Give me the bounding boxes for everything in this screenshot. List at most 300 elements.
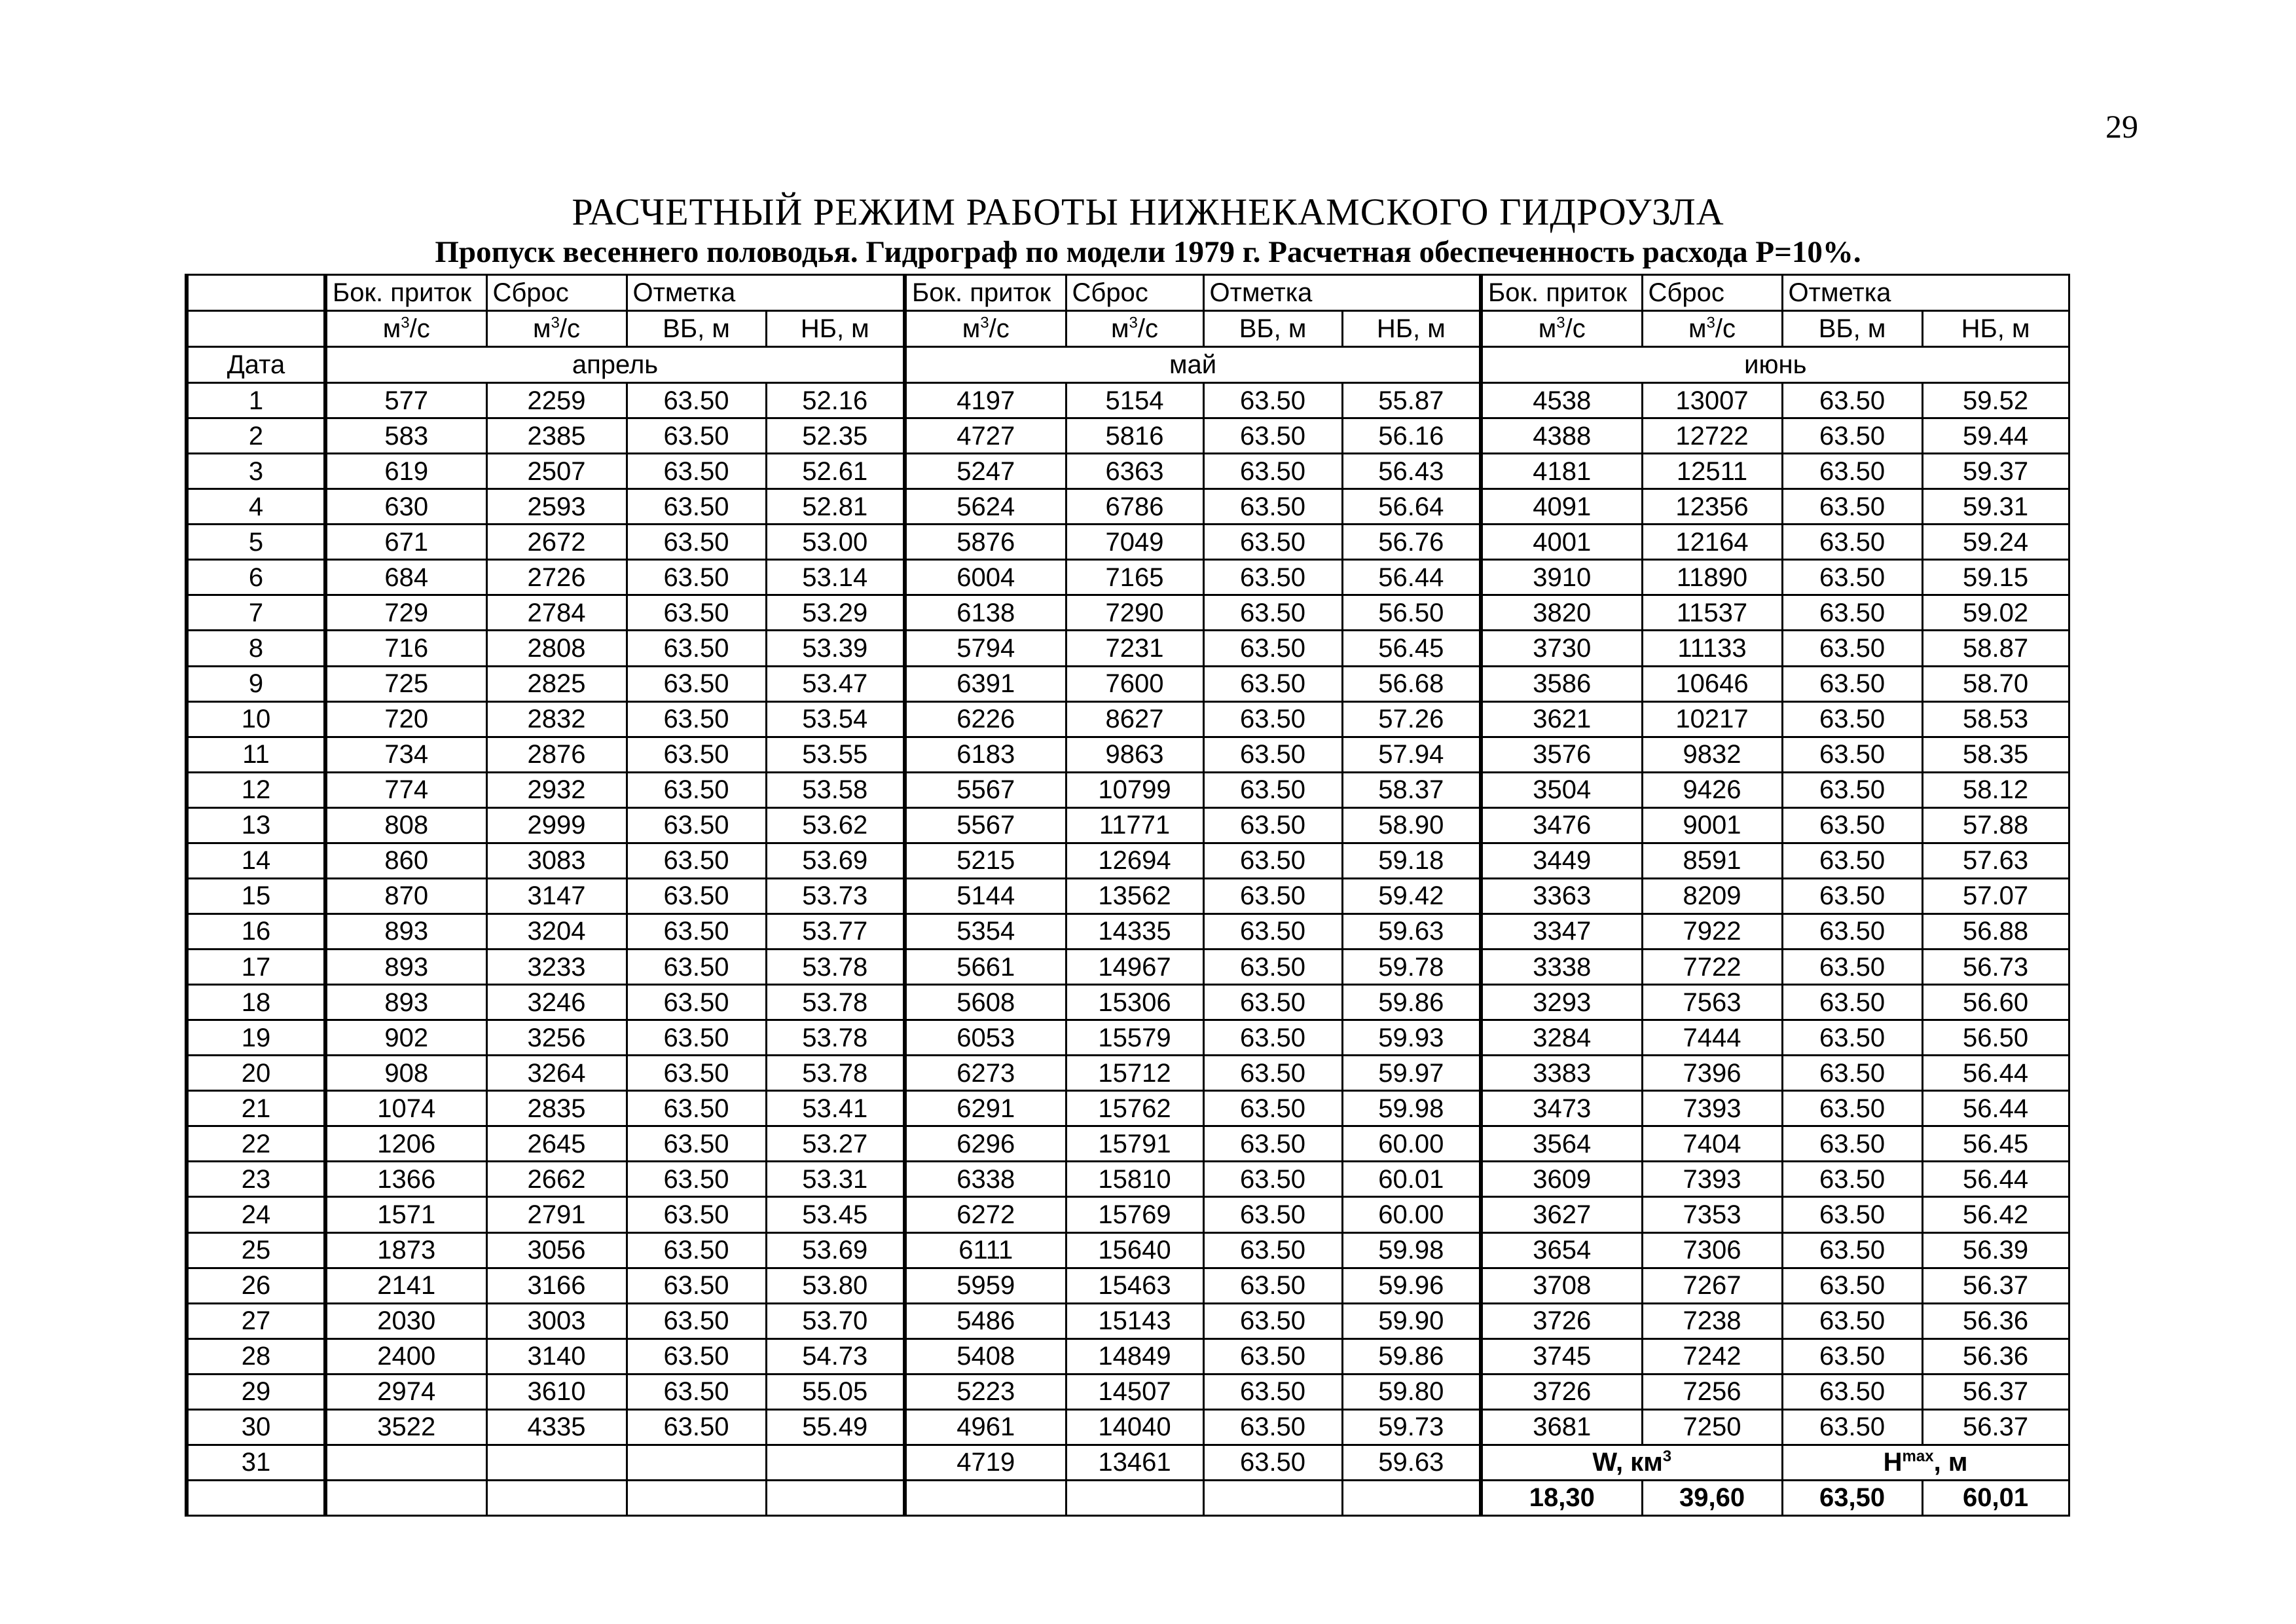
table-row <box>187 595 2069 631</box>
value-cell: 7242 <box>1642 1338 1782 1374</box>
value-cell: 4719 <box>905 1445 1066 1480</box>
value-cell: 4001 <box>1481 525 1642 560</box>
table-row <box>187 772 2069 807</box>
value-cell: 63.50 <box>627 913 766 949</box>
value-cell: 684 <box>325 560 486 595</box>
header-discharge-april: Сброс <box>486 275 627 311</box>
value-cell: 7290 <box>1066 595 1203 631</box>
value-cell: 6053 <box>905 1020 1066 1056</box>
value-cell: 9426 <box>1642 772 1782 807</box>
date-cell: 16 <box>187 913 325 949</box>
value-cell: 63.50 <box>1782 1303 1922 1338</box>
value-cell: 56.60 <box>1922 985 2069 1020</box>
value-cell: 577 <box>325 383 486 418</box>
value-cell: 63.50 <box>627 1126 766 1162</box>
value-cell: 2932 <box>486 772 627 807</box>
value-cell: 53.78 <box>766 985 905 1020</box>
value-cell: 53.73 <box>766 878 905 913</box>
value-cell: 7353 <box>1642 1197 1782 1232</box>
date-cell: 19 <box>187 1020 325 1056</box>
value-cell: 63.50 <box>627 489 766 525</box>
value-cell: 58.70 <box>1922 666 2069 701</box>
value-cell: 59.93 <box>1342 1020 1481 1056</box>
value-cell: 671 <box>325 525 486 560</box>
value-cell: 63.50 <box>1782 1268 1922 1303</box>
value-cell: 2645 <box>486 1126 627 1162</box>
value-cell: 2791 <box>486 1197 627 1232</box>
unit-upstream-cell: ВБ, м <box>1203 311 1342 347</box>
value-cell: 4335 <box>486 1409 627 1445</box>
value-cell: 860 <box>325 843 486 878</box>
table-row <box>187 383 2069 418</box>
value-cell: 59.96 <box>1342 1268 1481 1303</box>
value-cell: 56.37 <box>1922 1268 2069 1303</box>
value-cell: 3586 <box>1481 666 1642 701</box>
value-cell: 6183 <box>905 737 1066 772</box>
value-cell: 56.64 <box>1342 489 1481 525</box>
value-cell: 56.73 <box>1922 950 2069 985</box>
value-cell: 58.87 <box>1922 631 2069 666</box>
value-cell: 3473 <box>1481 1091 1642 1126</box>
value-cell: 720 <box>325 701 486 737</box>
date-cell: 24 <box>187 1197 325 1232</box>
empty-cell <box>486 1480 627 1515</box>
value-cell: 56.76 <box>1342 525 1481 560</box>
value-cell: 63.50 <box>1782 807 1922 843</box>
value-cell: 63.50 <box>1203 1126 1342 1162</box>
table-row <box>187 1197 2069 1232</box>
value-cell: 63.50 <box>1203 772 1342 807</box>
value-cell: 53.58 <box>766 772 905 807</box>
value-cell: 1206 <box>325 1126 486 1162</box>
value-cell: 63.50 <box>1782 737 1922 772</box>
value-cell: 53.80 <box>766 1268 905 1303</box>
value-cell: 57.07 <box>1922 878 2069 913</box>
value-cell: 59.31 <box>1922 489 2069 525</box>
value-cell: 15712 <box>1066 1056 1203 1091</box>
value-cell: 3166 <box>486 1268 627 1303</box>
value-cell: 63.50 <box>627 560 766 595</box>
table-row <box>187 525 2069 560</box>
value-cell: 63.50 <box>627 1409 766 1445</box>
value-cell: 56.50 <box>1922 1020 2069 1056</box>
empty-cell <box>187 1480 325 1515</box>
value-cell: 7267 <box>1642 1268 1782 1303</box>
value-cell: 902 <box>325 1020 486 1056</box>
date-cell: 5 <box>187 525 325 560</box>
value-cell: 63.50 <box>1782 1126 1922 1162</box>
value-cell: 893 <box>325 985 486 1020</box>
empty-cell <box>766 1445 905 1480</box>
value-cell: 3730 <box>1481 631 1642 666</box>
value-cell: 7563 <box>1642 985 1782 1020</box>
value-cell: 6004 <box>905 560 1066 595</box>
table-row-totals <box>187 1480 2069 1515</box>
value-cell: 57.26 <box>1342 701 1481 737</box>
value-cell: 59.98 <box>1342 1091 1481 1126</box>
value-cell: 6273 <box>905 1056 1066 1091</box>
value-cell: 729 <box>325 595 486 631</box>
date-cell: 10 <box>187 701 325 737</box>
value-cell: 12356 <box>1642 489 1782 525</box>
value-cell: 12164 <box>1642 525 1782 560</box>
value-cell: 11890 <box>1642 560 1782 595</box>
value-cell: 53.78 <box>766 1020 905 1056</box>
value-cell: 8209 <box>1642 878 1782 913</box>
value-cell: 52.61 <box>766 454 905 489</box>
value-cell: 6226 <box>905 701 1066 737</box>
value-cell: 55.87 <box>1342 383 1481 418</box>
value-cell: 53.45 <box>766 1197 905 1232</box>
value-cell: 56.36 <box>1922 1338 2069 1374</box>
value-cell: 63.50 <box>1782 1162 1922 1197</box>
max-level-label: $H^{max}$, м <box>1782 1445 2069 1480</box>
month-june: июнь <box>1481 347 2069 383</box>
value-cell: 3204 <box>486 913 627 949</box>
value-cell: 63.50 <box>1203 489 1342 525</box>
header-row-names <box>187 275 2069 311</box>
value-cell: 13562 <box>1066 878 1203 913</box>
value-cell: 3708 <box>1481 1268 1642 1303</box>
value-cell: 63.50 <box>1782 1232 1922 1268</box>
volume-label: W, $км^3$ <box>1481 1445 1782 1480</box>
table-row <box>187 1020 2069 1056</box>
date-cell: 25 <box>187 1232 325 1268</box>
value-cell: 63.50 <box>627 1020 766 1056</box>
date-cell: 22 <box>187 1126 325 1162</box>
value-cell: 59.63 <box>1342 913 1481 949</box>
value-cell: 3476 <box>1481 807 1642 843</box>
value-cell: 63.50 <box>1203 950 1342 985</box>
value-cell: 5215 <box>905 843 1066 878</box>
value-cell: 3745 <box>1481 1338 1642 1374</box>
value-cell: 53.29 <box>766 595 905 631</box>
date-cell: 11 <box>187 737 325 772</box>
value-cell: 63.50 <box>1782 1409 1922 1445</box>
value-cell: 63.50 <box>1782 560 1922 595</box>
value-cell: 63.50 <box>1203 913 1342 949</box>
value-cell: 5567 <box>905 807 1066 843</box>
value-cell: 11537 <box>1642 595 1782 631</box>
value-cell: 63.50 <box>1203 631 1342 666</box>
value-cell: 63.50 <box>627 737 766 772</box>
value-cell: 5794 <box>905 631 1066 666</box>
value-cell: 5144 <box>905 878 1066 913</box>
value-cell: 59.24 <box>1922 525 2069 560</box>
value-cell: 53.78 <box>766 1056 905 1091</box>
value-cell: 734 <box>325 737 486 772</box>
value-cell: 7256 <box>1642 1374 1782 1409</box>
value-cell: 3083 <box>486 843 627 878</box>
value-cell: 53.77 <box>766 913 905 949</box>
value-cell: 3504 <box>1481 772 1642 807</box>
date-cell: 17 <box>187 950 325 985</box>
value-cell: 3003 <box>486 1303 627 1338</box>
unit-downstream-cell: НБ, м <box>1922 311 2069 347</box>
value-cell: 56.36 <box>1922 1303 2069 1338</box>
value-cell: 5354 <box>905 913 1066 949</box>
table-row <box>187 666 2069 701</box>
date-cell: 31 <box>187 1445 325 1480</box>
value-cell: 4727 <box>905 418 1066 454</box>
value-cell: 63.50 <box>1782 1020 1922 1056</box>
table-row <box>187 1126 2069 1162</box>
document-subtitle: Пропуск весеннего половодья. Гидрограф по модели 1979 г. Расчетная обеспеченность расхода P=10%. <box>435 235 1861 269</box>
table-row <box>187 1303 2069 1338</box>
value-cell: 3576 <box>1481 737 1642 772</box>
value-cell: 63.50 <box>1782 1374 1922 1409</box>
value-cell: 53.55 <box>766 737 905 772</box>
header-level-april: Отметка <box>627 275 905 311</box>
value-cell: 63.50 <box>1203 878 1342 913</box>
value-cell: 53.47 <box>766 666 905 701</box>
value-cell: 63.50 <box>1782 1091 1922 1126</box>
value-cell: 2808 <box>486 631 627 666</box>
value-cell: 12511 <box>1642 454 1782 489</box>
value-cell: 8627 <box>1066 701 1203 737</box>
value-cell: 7396 <box>1642 1056 1782 1091</box>
value-cell: 63.50 <box>1203 1197 1342 1232</box>
date-cell: 1 <box>187 383 325 418</box>
value-cell: 3621 <box>1481 701 1642 737</box>
value-cell: 63.50 <box>627 1162 766 1197</box>
value-cell: 7238 <box>1642 1303 1782 1338</box>
regime-table <box>185 274 2070 1517</box>
value-cell: 63.50 <box>1782 418 1922 454</box>
date-cell: 4 <box>187 489 325 525</box>
value-cell: 59.86 <box>1342 985 1481 1020</box>
value-cell: 63.50 <box>1782 383 1922 418</box>
value-cell: 15579 <box>1066 1020 1203 1056</box>
empty-cell <box>1066 1480 1203 1515</box>
value-cell: 59.90 <box>1342 1303 1481 1338</box>
value-cell: 57.63 <box>1922 843 2069 878</box>
value-cell: 2400 <box>325 1338 486 1374</box>
value-cell: 63.50 <box>627 631 766 666</box>
header-level-may: Отметка <box>1203 275 1481 311</box>
value-cell: 60.00 <box>1342 1126 1481 1162</box>
empty-cell <box>627 1480 766 1515</box>
value-cell: 63.50 <box>1203 454 1342 489</box>
value-cell: 2030 <box>325 1303 486 1338</box>
value-cell: 7049 <box>1066 525 1203 560</box>
value-cell: 63.50 <box>1203 1232 1342 1268</box>
value-cell: 13007 <box>1642 383 1782 418</box>
value-cell: 9863 <box>1066 737 1203 772</box>
value-cell: 63.50 <box>1203 418 1342 454</box>
value-cell: 59.86 <box>1342 1338 1481 1374</box>
value-cell: 15143 <box>1066 1303 1203 1338</box>
value-cell: 4388 <box>1481 418 1642 454</box>
table-row <box>187 1232 2069 1268</box>
value-cell: 63.50 <box>627 666 766 701</box>
value-cell: 63.50 <box>1782 772 1922 807</box>
value-cell: 3820 <box>1481 595 1642 631</box>
unit-upstream-cell: ВБ, м <box>627 311 766 347</box>
value-cell: 56.68 <box>1342 666 1481 701</box>
value-cell: 63.50 <box>1203 843 1342 878</box>
table-row <box>187 950 2069 985</box>
value-cell: 56.44 <box>1922 1091 2069 1126</box>
value-cell: 4538 <box>1481 383 1642 418</box>
value-cell: 3610 <box>486 1374 627 1409</box>
table-row <box>187 878 2069 913</box>
value-cell: 14507 <box>1066 1374 1203 1409</box>
value-cell: 63.50 <box>627 1197 766 1232</box>
value-cell: 5608 <box>905 985 1066 1020</box>
value-cell: 13461 <box>1066 1445 1203 1480</box>
table-row <box>187 843 2069 878</box>
value-cell: 6272 <box>905 1197 1066 1232</box>
empty-cell <box>1203 1480 1342 1515</box>
header-inflow-april: Бок. приток <box>325 275 486 311</box>
value-cell: 2507 <box>486 454 627 489</box>
value-cell: 3522 <box>325 1409 486 1445</box>
page-number: 29 <box>2105 108 2138 145</box>
value-cell: 56.43 <box>1342 454 1481 489</box>
value-cell: 53.14 <box>766 560 905 595</box>
value-cell: 63.50 <box>1203 1162 1342 1197</box>
value-cell: 9001 <box>1642 807 1782 843</box>
value-cell: 63.50 <box>627 701 766 737</box>
value-cell: 6338 <box>905 1162 1066 1197</box>
unit-flow-cell: $м^3/с$ <box>905 311 1066 347</box>
value-cell: 59.97 <box>1342 1056 1481 1091</box>
value-cell: 63.50 <box>1782 985 1922 1020</box>
value-cell: 7231 <box>1066 631 1203 666</box>
value-cell: 56.88 <box>1922 913 2069 949</box>
value-cell: 63.50 <box>627 1268 766 1303</box>
value-cell: 5624 <box>905 489 1066 525</box>
value-cell: 56.37 <box>1922 1374 2069 1409</box>
unit-flow-cell: $м^3/с$ <box>325 311 486 347</box>
value-cell: 53.27 <box>766 1126 905 1162</box>
value-cell: 63.50 <box>627 950 766 985</box>
table-row <box>187 489 2069 525</box>
header-discharge-may: Сброс <box>1066 275 1203 311</box>
date-cell: 30 <box>187 1409 325 1445</box>
value-cell: 63.50 <box>1782 454 1922 489</box>
value-cell: 6138 <box>905 595 1066 631</box>
value-cell: 14849 <box>1066 1338 1203 1374</box>
header-date-cell: Дата <box>187 347 325 383</box>
table-row <box>187 454 2069 489</box>
value-cell: 63.50 <box>1782 631 1922 666</box>
value-cell: 3233 <box>486 950 627 985</box>
value-cell: 5486 <box>905 1303 1066 1338</box>
table-row <box>187 631 2069 666</box>
value-cell: 3383 <box>1481 1056 1642 1091</box>
header-blank-cell <box>187 311 325 347</box>
value-cell: 63.50 <box>1782 843 1922 878</box>
date-cell: 20 <box>187 1056 325 1091</box>
value-cell: 725 <box>325 666 486 701</box>
value-cell: 53.69 <box>766 843 905 878</box>
value-cell: 15640 <box>1066 1232 1203 1268</box>
date-cell: 2 <box>187 418 325 454</box>
value-cell: 5154 <box>1066 383 1203 418</box>
value-cell: 53.69 <box>766 1232 905 1268</box>
value-cell: 4091 <box>1481 489 1642 525</box>
empty-cell <box>766 1480 905 1515</box>
value-cell: 63.50 <box>627 1303 766 1338</box>
unit-flow-cell: $м^3/с$ <box>486 311 627 347</box>
value-cell: 15769 <box>1066 1197 1203 1232</box>
value-cell: 56.44 <box>1922 1056 2069 1091</box>
value-cell: 54.73 <box>766 1338 905 1374</box>
value-cell: 7600 <box>1066 666 1203 701</box>
value-cell: 3910 <box>1481 560 1642 595</box>
max-downstream-level: 60,01 <box>1922 1480 2069 1515</box>
value-cell: 3246 <box>486 985 627 1020</box>
value-cell: 15306 <box>1066 985 1203 1020</box>
value-cell: 63.50 <box>627 525 766 560</box>
value-cell: 3654 <box>1481 1232 1642 1268</box>
value-cell: 59.18 <box>1342 843 1481 878</box>
value-cell: 3256 <box>486 1020 627 1056</box>
value-cell: 6391 <box>905 666 1066 701</box>
value-cell: 716 <box>325 631 486 666</box>
table-row <box>187 1056 2069 1091</box>
value-cell: 53.41 <box>766 1091 905 1126</box>
value-cell: 5959 <box>905 1268 1066 1303</box>
value-cell: 63.50 <box>1782 595 1922 631</box>
value-cell: 63.50 <box>1782 666 1922 701</box>
month-april: апрель <box>325 347 905 383</box>
value-cell: 4961 <box>905 1409 1066 1445</box>
value-cell: 7393 <box>1642 1091 1782 1126</box>
value-cell: 53.62 <box>766 807 905 843</box>
header-blank-cell <box>187 275 325 311</box>
value-cell: 63.50 <box>1203 1409 1342 1445</box>
value-cell: 908 <box>325 1056 486 1091</box>
value-cell: 2385 <box>486 418 627 454</box>
max-upstream-level: 63,50 <box>1782 1480 1922 1515</box>
value-cell: 15810 <box>1066 1162 1203 1197</box>
value-cell: 59.52 <box>1922 383 2069 418</box>
value-cell: 63.50 <box>627 383 766 418</box>
value-cell: 583 <box>325 418 486 454</box>
unit-downstream-cell: НБ, м <box>1342 311 1481 347</box>
value-cell: 8591 <box>1642 843 1782 878</box>
table-row <box>187 737 2069 772</box>
value-cell: 53.00 <box>766 525 905 560</box>
value-cell: 774 <box>325 772 486 807</box>
value-cell: 3564 <box>1481 1126 1642 1162</box>
value-cell: 53.39 <box>766 631 905 666</box>
value-cell: 56.16 <box>1342 418 1481 454</box>
value-cell: 7722 <box>1642 950 1782 985</box>
empty-cell <box>325 1480 486 1515</box>
value-cell: 1571 <box>325 1197 486 1232</box>
table-row <box>187 418 2069 454</box>
value-cell: 63.50 <box>1203 666 1342 701</box>
value-cell: 58.37 <box>1342 772 1481 807</box>
table-row <box>187 807 2069 843</box>
value-cell: 2259 <box>486 383 627 418</box>
unit-flow-cell: $м^3/с$ <box>1481 311 1642 347</box>
value-cell: 619 <box>325 454 486 489</box>
value-cell: 63.50 <box>1203 1056 1342 1091</box>
value-cell: 63.50 <box>627 985 766 1020</box>
header-level-june: Отметка <box>1782 275 2069 311</box>
regime-table-footer <box>187 1445 2069 1515</box>
value-cell: 63.50 <box>1203 1338 1342 1374</box>
value-cell: 3681 <box>1481 1409 1642 1445</box>
date-cell: 18 <box>187 985 325 1020</box>
value-cell: 7165 <box>1066 560 1203 595</box>
value-cell: 4197 <box>905 383 1066 418</box>
